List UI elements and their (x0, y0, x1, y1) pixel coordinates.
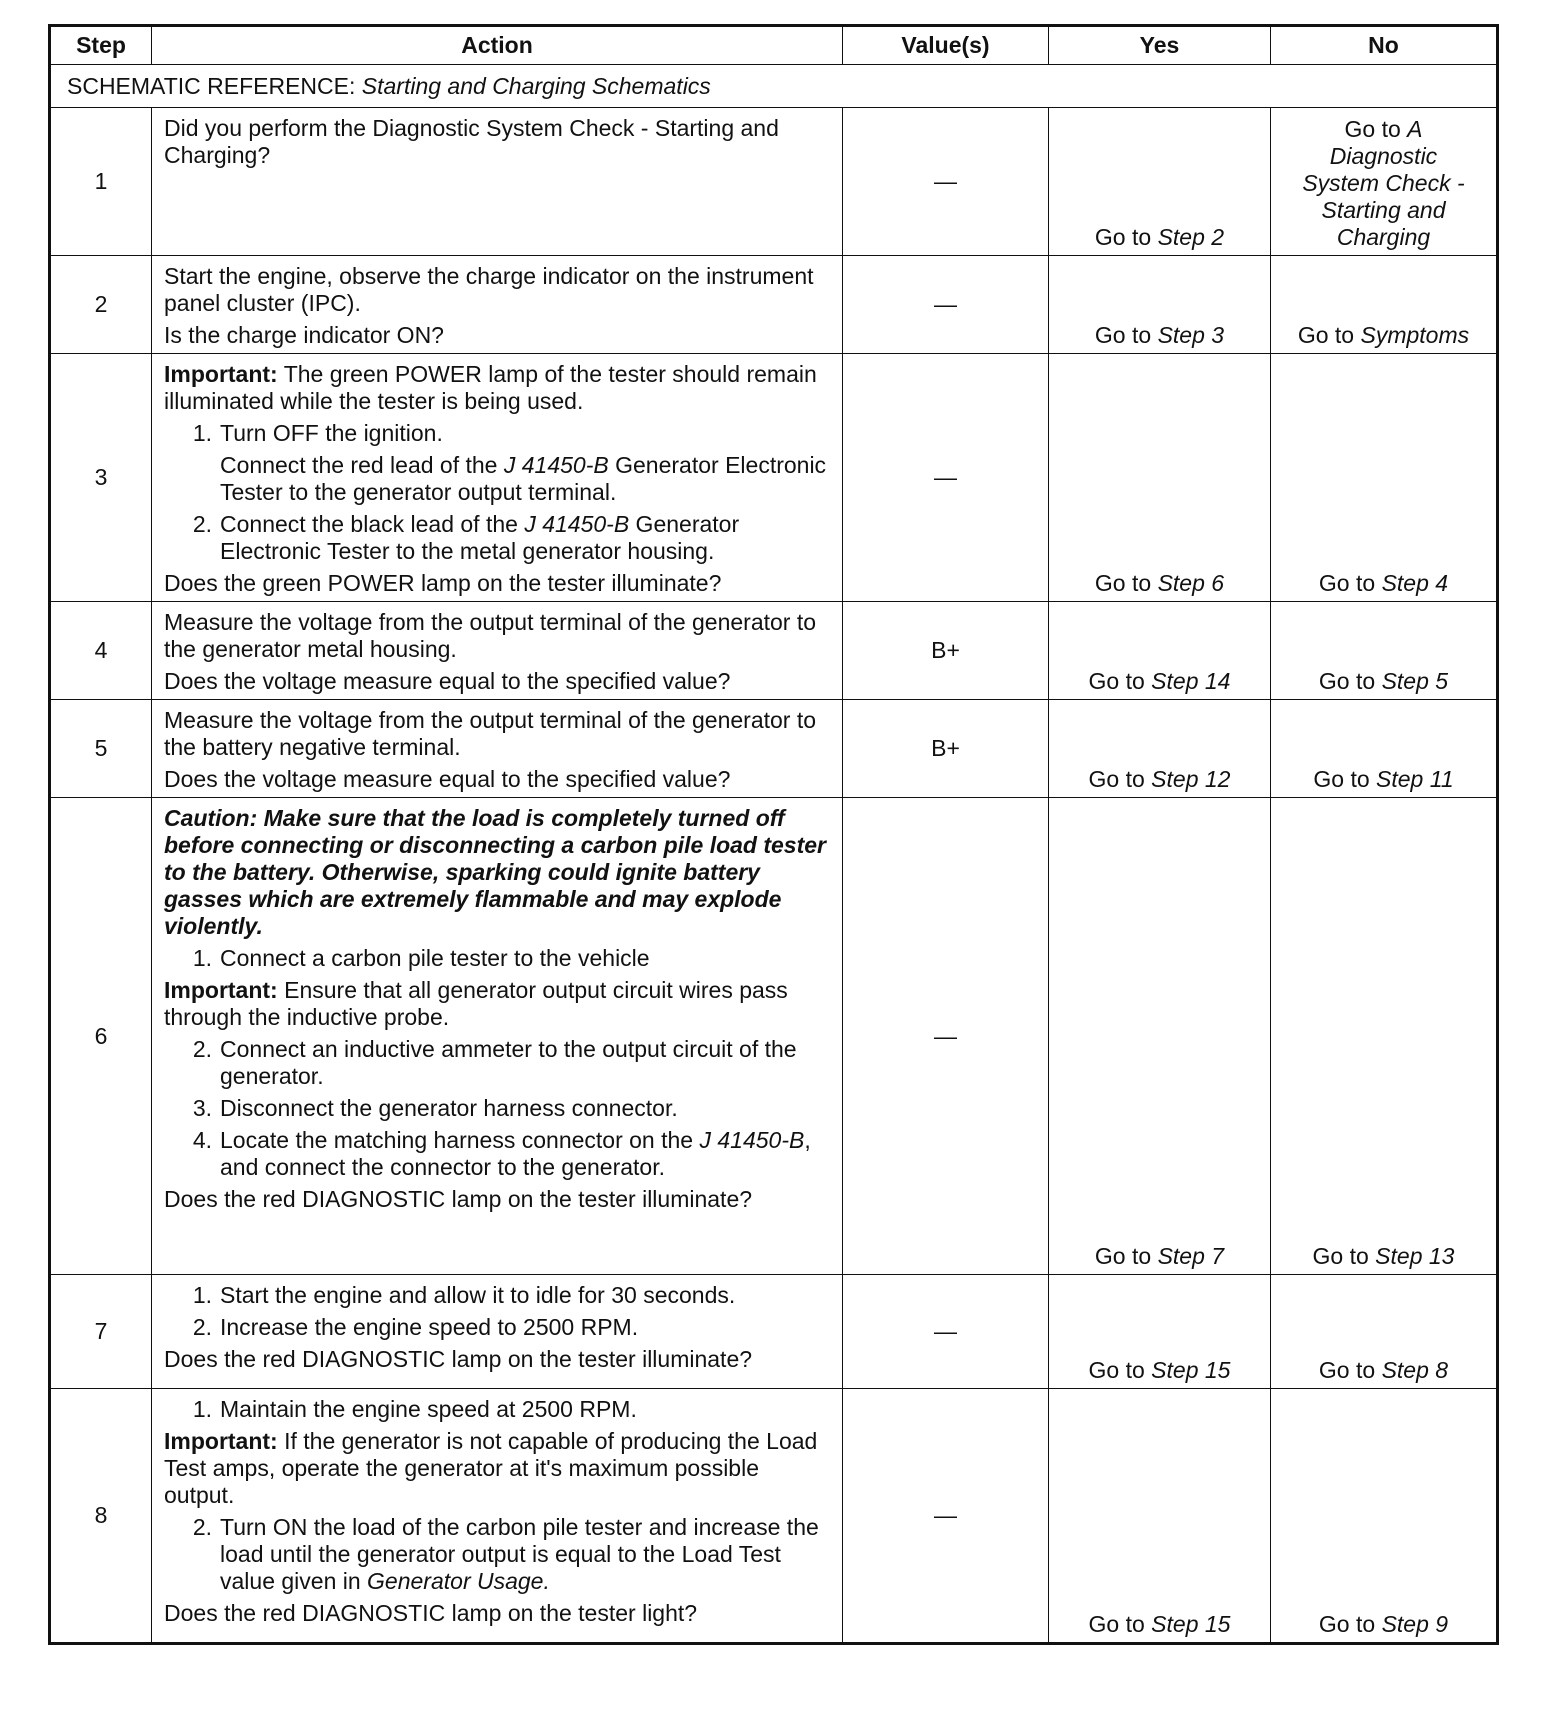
list-item (164, 1314, 832, 1341)
question-text: Does the green POWER lamp on the tester illuminate? (164, 570, 722, 596)
header-no: No (1271, 26, 1498, 65)
important-label: Important: (164, 361, 278, 387)
yes-cell[interactable] (1049, 700, 1271, 798)
header-yes: Yes (1049, 26, 1271, 65)
list-item (164, 1396, 832, 1423)
header-values: Value(s) (843, 26, 1049, 65)
important-text: Ensure that all generator output circuit wires pass through the inductive probe. (164, 977, 788, 1030)
important-text: If the generator is not capable of producing the Load Test amps, operate the generator at it's maximum possible output. (164, 1428, 818, 1508)
list-item (164, 420, 832, 447)
list-text (220, 1514, 832, 1595)
schematic-label: SCHEMATIC REFERENCE: (67, 72, 362, 99)
goto-prefix: Go to (1312, 1243, 1376, 1269)
yes-link[interactable]: Step 12 (1151, 766, 1231, 792)
action-text: Measure the voltage from the output terminal of the generator to the battery negative terminal. (164, 707, 817, 760)
yes-link[interactable]: Step 14 (1151, 668, 1231, 694)
list-subtext (164, 452, 832, 506)
no-link[interactable]: Step 9 (1381, 1611, 1449, 1637)
step-number: 3 (50, 354, 152, 602)
schematic-reference-row (50, 65, 1498, 108)
text-span: Connect the black lead of the (220, 511, 525, 537)
yes-cell[interactable] (1049, 1389, 1271, 1644)
yes-cell[interactable] (1049, 1275, 1271, 1389)
list-number: 2. (192, 1314, 212, 1340)
tool-ref: J 41450-B (699, 1127, 805, 1153)
important-text: The green POWER lamp of the tester should remain illuminated while the tester is being used. (164, 361, 817, 414)
list-text: Disconnect the generator harness connector. (220, 1095, 678, 1121)
list-item (164, 945, 832, 972)
table-row (50, 1275, 1498, 1389)
goto-prefix: Go to (1313, 766, 1377, 792)
list-text: Turn OFF the ignition. (220, 420, 443, 446)
goto-prefix: Go to (1344, 116, 1408, 142)
value-dash: — (934, 1318, 957, 1344)
yes-link[interactable]: Step 3 (1157, 322, 1225, 348)
yes-cell[interactable] (1049, 256, 1271, 354)
step-number: 5 (50, 700, 152, 798)
step-number: 2 (50, 256, 152, 354)
question-text: Does the red DIAGNOSTIC lamp on the tester illuminate? (164, 1346, 753, 1372)
goto-prefix: Go to (1318, 570, 1382, 596)
value-dash: — (934, 464, 957, 490)
list-text (220, 511, 832, 565)
no-link[interactable]: Step 11 (1376, 766, 1454, 792)
yes-link[interactable]: Step 7 (1157, 1243, 1225, 1269)
no-cell[interactable] (1271, 256, 1498, 354)
action-cell (152, 602, 843, 700)
list-number: 3. (192, 1095, 212, 1121)
tool-ref: J 41450-B (524, 511, 630, 537)
reference-link[interactable]: Generator Usage. (367, 1568, 550, 1594)
value-cell: B+ (843, 700, 1049, 798)
no-link[interactable]: Step 4 (1381, 570, 1449, 596)
no-link[interactable]: Symptoms (1360, 322, 1470, 348)
yes-cell[interactable] (1049, 798, 1271, 1275)
question-text: Did you perform the Diagnostic System Check - Starting and Charging? (164, 115, 779, 168)
table-row (50, 700, 1498, 798)
important-note (164, 1428, 832, 1509)
value-dash: — (934, 1022, 957, 1049)
action-text: Start the engine, observe the charge indicator on the instrument panel cluster (IPC). (164, 263, 814, 316)
step-number: 8 (50, 1389, 152, 1644)
step-number: 7 (50, 1275, 152, 1389)
goto-prefix: Go to (1094, 322, 1158, 348)
table-row (50, 1389, 1498, 1644)
tool-ref: J 41450-B (503, 452, 609, 478)
list-item (164, 1282, 832, 1309)
table-row (50, 602, 1498, 700)
value-cell: B+ (843, 602, 1049, 700)
list-text (220, 1127, 832, 1181)
value-dash: — (934, 168, 957, 194)
list-text: Connect a carbon pile tester to the vehicle (220, 945, 650, 971)
schematic-link[interactable]: Starting and Charging Schematics (361, 72, 711, 99)
action-cell (152, 108, 843, 256)
important-note (164, 977, 832, 1031)
yes-link[interactable]: Step 2 (1157, 224, 1225, 250)
goto-prefix: Go to (1297, 322, 1361, 348)
header-step: Step (50, 26, 152, 65)
goto-prefix: Go to (1318, 1611, 1382, 1637)
list-item (164, 511, 832, 565)
list-item (164, 1127, 832, 1181)
table-row (50, 354, 1498, 602)
action-cell (152, 798, 843, 1275)
question-text: Does the red DIAGNOSTIC lamp on the tester illuminate? (164, 1186, 753, 1212)
no-cell[interactable] (1271, 798, 1498, 1275)
text-span: Locate the matching harness connector on the (220, 1127, 700, 1153)
value-cell (843, 1389, 1049, 1644)
action-cell (152, 354, 843, 602)
action-text: Measure the voltage from the output terminal of the generator to the generator metal housing. (164, 609, 817, 662)
no-cell[interactable] (1271, 354, 1498, 602)
text-span: Generator Electronic Tester to the generator output terminal. (220, 452, 827, 505)
goto-prefix: Go to (1088, 766, 1152, 792)
yes-link[interactable]: Step 6 (1157, 570, 1225, 596)
important-note (164, 361, 832, 415)
text-span: Connect the red lead of the (220, 452, 504, 478)
no-link[interactable]: Step 13 (1375, 1243, 1455, 1269)
list-text: Start the engine and allow it to idle for 30 seconds. (220, 1282, 736, 1308)
value-dash: — (934, 1502, 957, 1528)
no-link[interactable]: Step 8 (1381, 1357, 1449, 1383)
yes-cell[interactable] (1049, 602, 1271, 700)
important-label: Important: (164, 1428, 278, 1454)
action-cell (152, 256, 843, 354)
goto-prefix: Go to (1318, 668, 1382, 694)
schematic-reference (50, 65, 1498, 108)
goto-prefix: Go to (1094, 570, 1158, 596)
yes-cell[interactable] (1049, 108, 1271, 256)
no-link[interactable]: Step 5 (1381, 668, 1449, 694)
goto-prefix: Go to (1094, 1243, 1158, 1269)
value-cell (843, 798, 1049, 1275)
goto-prefix: Go to (1088, 668, 1152, 694)
no-cell[interactable] (1271, 1275, 1498, 1389)
goto-prefix: Go to (1088, 1611, 1152, 1637)
list-text: Increase the engine speed to 2500 RPM. (220, 1314, 639, 1340)
list-number: 1. (192, 420, 212, 446)
question-text: Does the red DIAGNOSTIC lamp on the tester light? (164, 1600, 698, 1626)
list-number: 2. (192, 1514, 212, 1540)
list-number: 4. (192, 1127, 212, 1153)
list-number: 2. (192, 1036, 212, 1062)
no-cell[interactable] (1271, 700, 1498, 798)
diagnostic-table (48, 24, 1499, 1645)
important-label: Important: (164, 977, 278, 1003)
action-cell (152, 1389, 843, 1644)
table-row (50, 798, 1498, 1275)
table-row (50, 256, 1498, 354)
goto-prefix: Go to (1094, 224, 1158, 250)
list-number: 1. (192, 1396, 212, 1422)
list-text: Maintain the engine speed at 2500 RPM. (220, 1396, 637, 1422)
text-span: Turn ON the load of the carbon pile tester and increase the load until the generator output is equal to the Load Test value given in (220, 1514, 819, 1594)
goto-prefix: Go to (1088, 1357, 1152, 1383)
header-row (50, 26, 1498, 65)
yes-link[interactable]: Step 15 (1151, 1611, 1231, 1637)
list-item (164, 1514, 832, 1595)
list-number: 1. (192, 1282, 212, 1308)
text-span: , and connect the connector to the generator. (220, 1127, 811, 1180)
goto-prefix: Go to (1318, 1357, 1382, 1383)
step-number: 1 (50, 108, 152, 256)
value-cell (843, 256, 1049, 354)
header-action: Action (152, 26, 843, 65)
no-cell[interactable] (1271, 602, 1498, 700)
no-cell[interactable] (1271, 108, 1498, 256)
question-text: Does the voltage measure equal to the specified value? (164, 668, 731, 694)
value-cell (843, 108, 1049, 256)
yes-cell[interactable] (1049, 354, 1271, 602)
action-cell (152, 700, 843, 798)
step-number: 4 (50, 602, 152, 700)
question-text: Does the voltage measure equal to the specified value? (164, 766, 731, 792)
action-cell (152, 1275, 843, 1389)
no-cell[interactable] (1271, 1389, 1498, 1644)
value-cell (843, 1275, 1049, 1389)
value-cell (843, 354, 1049, 602)
list-text: Connect an inductive ammeter to the output circuit of the generator. (220, 1036, 797, 1089)
value-dash: — (934, 291, 957, 317)
list-item (164, 1095, 832, 1122)
no-link-line[interactable]: Diagnostic (1329, 143, 1438, 169)
no-link-line[interactable]: System Check - (1302, 170, 1465, 196)
yes-link[interactable]: Step 15 (1151, 1357, 1231, 1383)
list-number: 2. (192, 511, 212, 537)
no-link-line[interactable]: A (1407, 116, 1423, 142)
step-number: 6 (50, 798, 152, 1275)
no-link-line[interactable]: Charging (1336, 224, 1431, 250)
caution-note: Caution: Make sure that the load is completely turned off before connecting or disconnecting a carbon pile load tester to the battery. Otherwise, sparking could ignite battery gasses which are extremely flammable and may explode violently. (164, 805, 827, 939)
text-span: Generator Electronic Tester to the metal generator housing. (220, 511, 740, 564)
table-row (50, 108, 1498, 256)
list-item (164, 1036, 832, 1090)
no-link-line[interactable]: Starting and (1321, 197, 1446, 223)
question-text: Is the charge indicator ON? (164, 322, 444, 348)
list-number: 1. (192, 945, 212, 971)
